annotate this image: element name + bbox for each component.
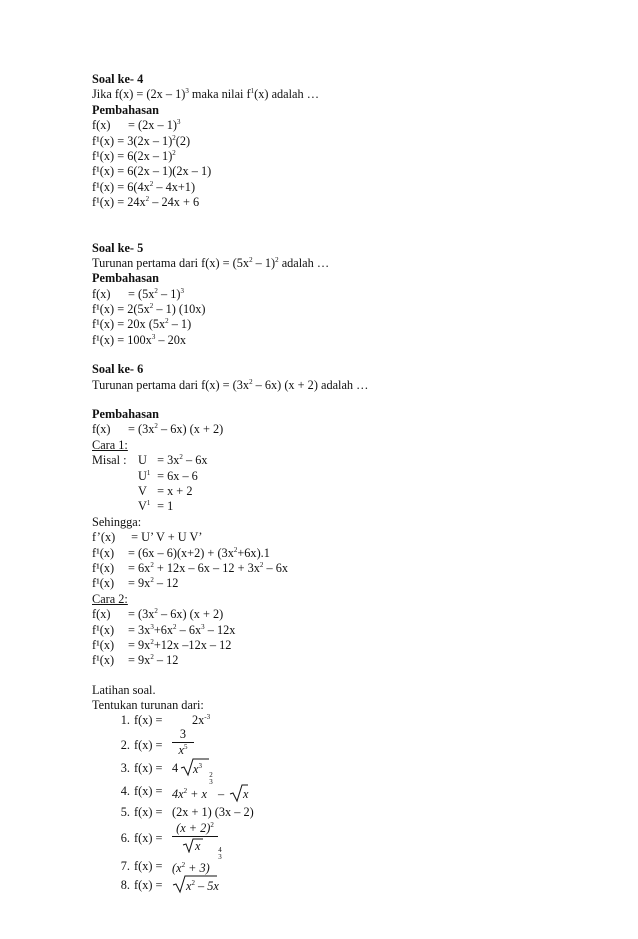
exercise-item: 8. f(x) = $x^2 - 5x$: [92, 873, 612, 895]
cara2-step: $f^1(x) = 3x^3+6x^2 - 6x^3 - 12x$: [92, 622, 236, 637]
soal4-step: $f^1(x) = 6(4x^2 - 4x+1)$: [92, 179, 196, 194]
soal4-step: f(x) = (2x – 1)$^3$: [92, 118, 181, 133]
fractional-exponent: 2 3: [209, 771, 213, 787]
soal5-step: $f^1(x) = 2(5x^2 - 1)$ (10x): [92, 301, 206, 317]
cara1-step: $f^1(x) = (6x - 6)(x+2) + (3x^2+6x).1$: [92, 545, 270, 560]
misal-row: V = x + 2: [138, 483, 193, 498]
cara2-step: $f(x) = (3x^2 - 6x) (x + 2)$: [92, 607, 224, 622]
soal4-step: f¹(x) = 6(2x – 1)$^2$: [92, 148, 176, 163]
cara2-label: Cara 2:: [92, 591, 128, 606]
exercise-item: 1. f(x) = $2x^{-3}$: [120, 713, 211, 728]
exercise-item: 3. f(x) = 4 $x^3$: [92, 759, 612, 781]
misal-row: $U^1 = 6x - 6$: [138, 468, 198, 483]
cara1-step: $f^1(x) = 6x^2 + 12x - 6x - 12 + 3x^2 - 6x$: [92, 560, 289, 575]
exercise-item: 5. f(x) = (2x + 1) (3x – 2): [120, 805, 254, 820]
soal6-heading: Pembahasan: [92, 407, 159, 422]
misal-row: $V^1 = 1$: [138, 499, 174, 514]
soal5-title: Soal ke- 5: [92, 240, 144, 255]
document-page: [92, 72, 612, 895]
exercise-item: 2. f(x) = $\frac{3}{x^5}$: [92, 733, 612, 759]
sehingga-label: Sehingga:: [92, 514, 142, 529]
soal5-heading: Pembahasan: [92, 271, 159, 286]
cara2-step: $f^1(x) = 9x^2 - 12$: [92, 653, 179, 668]
cara1-label: Cara 1:: [92, 437, 128, 452]
cara1-step: f’(x) = U’ V + U V’: [92, 530, 203, 545]
soal4-step: f¹(x) = 6(2x – 1)(2x – 1): [92, 164, 212, 179]
soal5-question: Turunan pertama dari $f(x) = (5x^2 - 1)^2$ adalah …: [92, 255, 330, 270]
misal-row: Misal :U = $3x^2 - 6x$: [92, 453, 208, 468]
soal4-title: Soal ke- 4: [92, 72, 144, 86]
soal4-heading: Pembahasan: [92, 102, 159, 117]
cara2-step: $f^1(x) = 9x^2+12x$ –12x – 12: [92, 637, 232, 652]
exercise-item: 4. f(x) = $4x^2 + x$ 2 3 – x: [120, 771, 249, 802]
soal5-step: $f^1(x) = 100x^3 - 20x$: [92, 332, 187, 347]
latihan-instruction: Tentukan turunan dari:: [92, 698, 204, 713]
latihan-title: Latihan soal.: [92, 682, 156, 697]
soal6-title: Soal ke- 6: [92, 362, 144, 377]
soal6-question: Turunan pertama dari $f(x) = (3x^2 - 6x) (x + 2)$ adalah …: [92, 377, 369, 392]
soal4-step: f¹(x) = 3(2x – 1)$^2$(2): [92, 133, 191, 148]
soal4-step: $f^1(x) = 24x^2 - 24x + 6$: [92, 195, 200, 210]
exercise-item: 7. f(x) = $(x^2 + 3)$ 4 3: [120, 846, 222, 876]
fractional-exponent: 4 3: [218, 846, 222, 862]
soal5-step: $f(x) = (5x^2 - 1)^3$: [92, 286, 184, 301]
cara1-step: $f^1(x) = 9x^2 - 12$: [92, 576, 179, 591]
soal5-step: f¹(x) = 20x $(5x^2 - 1)$: [92, 317, 192, 332]
soal6-f-line: $f(x) = (3x^2 - 6x) (x + 2)$: [92, 422, 224, 437]
soal4-question: Jika f(x) = (2x – 1)$^3$ maka nilai $f^1(x)$ adalah …: [92, 87, 320, 102]
exercise-item: 6. f(x) = $\frac{(x + 2)^2}{x}$: [92, 821, 612, 851]
